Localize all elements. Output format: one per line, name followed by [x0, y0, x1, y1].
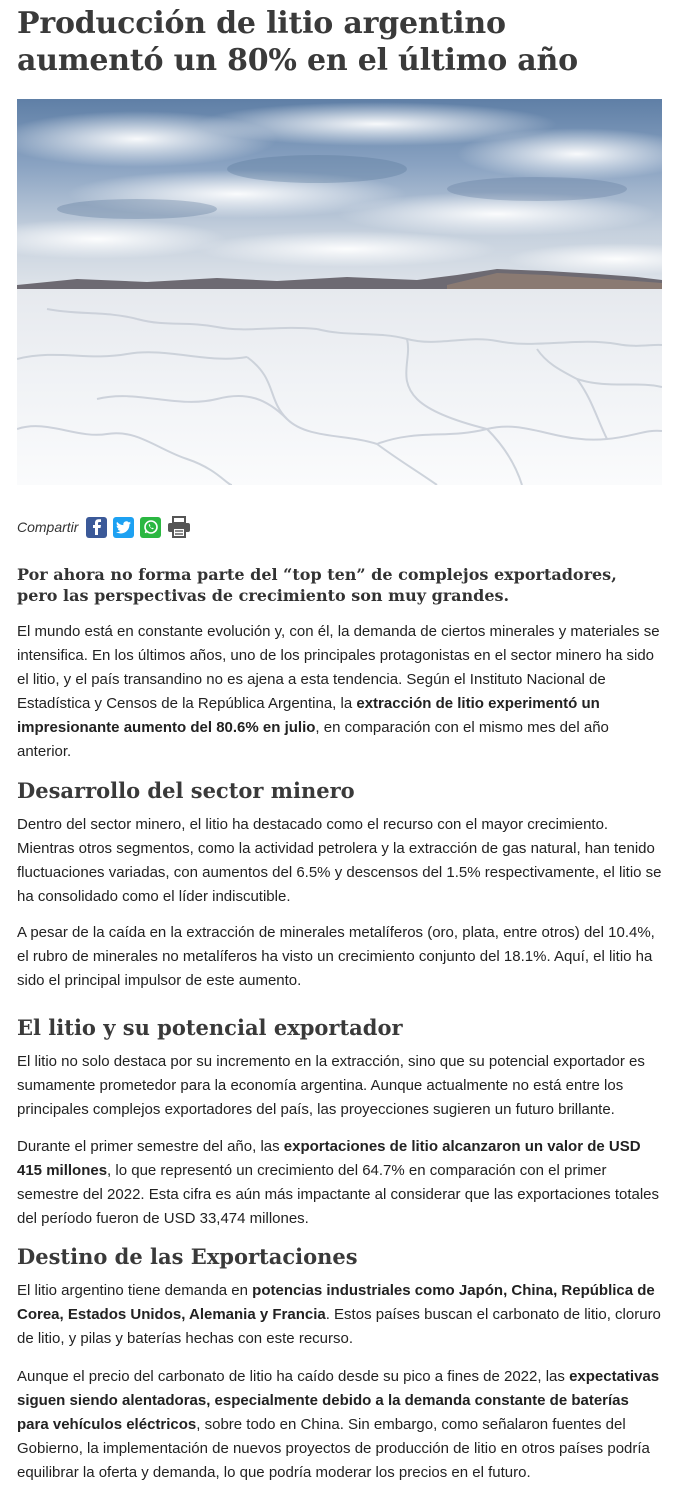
paragraph-7-bold: expectativas siguen siendo alentadoras, especialmente debido a la demanda constante de baterías para vehículos eléctricos: [17, 1368, 660, 1433]
paragraph-1-text-a: El mundo está en constante evolución y, con él, la demanda de ciertos minerales y materiales se intensifica. En los últimos años, uno de los principales protagonistas en el sector minero ha sido el litio, y el país transandino no es ajena a esta tendencia. Según el Instituto Nacional de Estadística y Censos de la República Argentina, la: [17, 623, 660, 712]
paragraph-7-text-a: Aunque el precio del carbonato de litio ha caído desde su pico a fines de 2022, las: [17, 1368, 570, 1385]
section-heading-sector-minero: Desarrollo del sector minero: [17, 778, 355, 803]
paragraph-1-bold: extracción de litio experimentó un impresionante aumento del 80.6% en julio: [17, 695, 600, 736]
paragraph-3: A pesar de la caída en la extracción de minerales metalíferos (oro, plata, entre otros) del 10.4%, el rubro de minerales no metalíferos ha visto un crecimiento conjunto del 18.1%. Aquí, el litio ha sido el principal impulsor de este aumento.: [17, 924, 655, 989]
article-title: Producción de litio argentino aumentó un 80% en el último año: [17, 6, 578, 78]
article-lead: Por ahora no forma parte del “top ten” de complejos exportadores, pero las perspectivas de crecimiento son muy grandes.: [17, 565, 617, 605]
paragraph-6-text-a: El litio argentino tiene demanda en: [17, 1282, 253, 1299]
paragraph-5-text-c: , lo que representó un crecimiento del 64.7% en comparación con el primer semestre del 2022. Esta cifra es aún más impactante al considerar que las exportaciones totales del período fueron de USD 33,474 millones.: [17, 1162, 660, 1227]
paragraph-5: [17, 1135, 662, 1231]
paragraph-7: [17, 1365, 662, 1485]
share-bar: [17, 514, 197, 540]
paragraph-6-bold: potencias industriales como Japón, China, República de Corea, Estados Unidos, Alemania y Francia: [17, 1282, 655, 1323]
paragraph-7-text-c: , sobre todo en China. Sin embargo, como señalaron fuentes del Gobierno, la implementación de nuevos proyectos de producción de litio en otros países podría equilibrar la oferta y demanda, lo que podría moderar los precios en el futuro.: [17, 1416, 650, 1481]
whatsapp-icon[interactable]: [140, 517, 161, 538]
section-heading-destino-exportaciones: Destino de las Exportaciones: [17, 1244, 358, 1269]
paragraph-1: [17, 620, 662, 764]
share-label: Compartir: [17, 519, 79, 535]
paragraph-4: El litio no solo destaca por su incremento en la extracción, sino que su potencial exportador es sumamente prometedor para la economía argentina. Aunque actualmente no está entre los principales complejos exportadores del país, las proyecciones sugieren un futuro brillante.: [17, 1053, 645, 1118]
paragraph-6: [17, 1279, 662, 1351]
print-icon[interactable]: [167, 517, 191, 538]
article: [17, 0, 662, 1481]
twitter-icon[interactable]: [113, 517, 134, 538]
paragraph-5-text-a: Durante el primer semestre del año, las: [17, 1138, 284, 1155]
paragraph-5-bold: exportaciones de litio alcanzaron un valor de USD 415 millones: [17, 1138, 641, 1179]
paragraph-6-text-c: . Estos países buscan el carbonato de litio, cloruro de litio, y pilas y baterías hechas con este recurso.: [17, 1306, 661, 1347]
paragraph-2: Dentro del sector minero, el litio ha destacado como el recurso con el mayor crecimiento. Mientras otros segmentos, como la actividad petrolera y la extracción de gas natural, han tenido fluctuaciones variadas, con aumentos del 6.5% y descensos del 1.5% respectivamente, el litio se ha consolidado como el líder indiscutible.: [17, 816, 662, 905]
paragraph-1-text-c: , en comparación con el mismo mes del año anterior.: [17, 719, 609, 760]
section-heading-potencial-exportador: El litio y su potencial exportador: [17, 1015, 403, 1040]
facebook-icon[interactable]: [86, 517, 107, 538]
hero-image-salt-flat: [17, 99, 662, 485]
